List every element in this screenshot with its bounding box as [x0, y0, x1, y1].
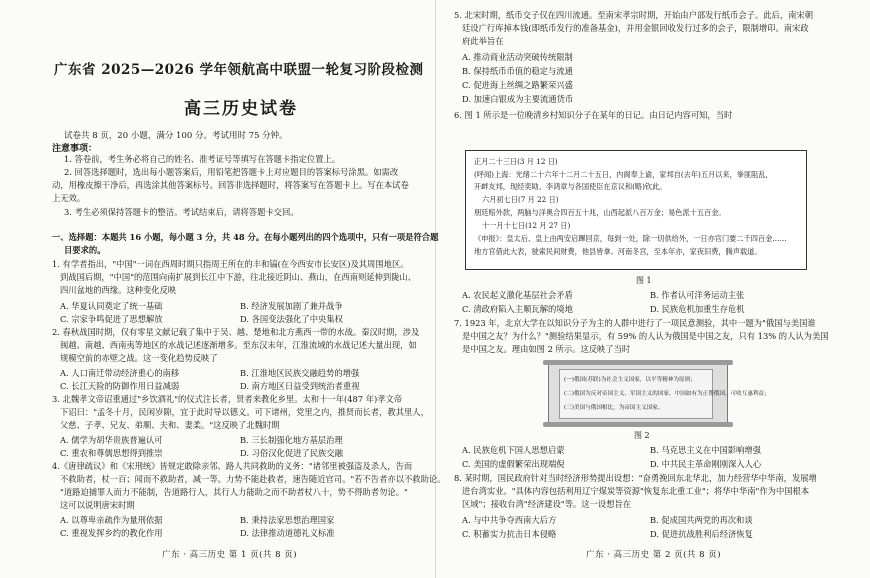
page-1-footer: 广东 · 高三历史 第 1 页(共 8 页) — [162, 550, 298, 560]
figure-2-scroll — [548, 362, 770, 426]
q6-option-d[interactable]: D. 民族危机加重生存危机 — [650, 304, 745, 314]
question-2-stem: 2. 春秋战国时期，仅有零星文献记载了集中于吴、越、楚地和北方燕西一带的水战。秦汉时期，涉及 — [52, 327, 420, 337]
q3-option-a[interactable]: A. 儒学为胡华贵族普遍认可 — [60, 435, 163, 445]
question-2-stem: 规模空前的赤壁之战。这一变化趋势反映了 — [60, 353, 218, 363]
question-7-stem: 是中国之友？为什么？"测验结果显示，有 59% 的人认为俄国是中国之友，只有 13% 的人认为美国 — [462, 331, 829, 341]
q1-option-d[interactable]: D. 各国变法强化了中央集权 — [240, 314, 343, 324]
q5-option-d[interactable]: D. 加速白银成为主要流通货币 — [462, 94, 574, 104]
scroll-rod-bottom — [543, 422, 733, 427]
question-8-stem: 区域"；接收台湾"经济建设"等。这一设想旨在 — [462, 499, 632, 509]
notes-heading: 注意事项： — [52, 144, 98, 154]
figure-1-caption: 图 1 — [636, 276, 652, 285]
q1-option-c[interactable]: C. 宗家争鸣促进了思想解放 — [60, 314, 163, 324]
scroll-rod-top — [543, 360, 733, 365]
question-2-stem: 闽越、南越、西南夷等地区的水战记述逐渐增多。至东汉末年，江淮流域的水战记述大量出现，如 — [60, 340, 417, 350]
diary-line: 十一月十七日(12 月 27 日) — [482, 221, 571, 230]
page-2-footer: 广东 · 高三历史 第 2 页(共 8 页) — [586, 550, 722, 560]
question-4-stem: 不救助者，杖一百；闻而不救助者，减一等。力势不能赴救者，速告随近官司。"若不告者亦以不救助论。 — [60, 474, 446, 484]
q3-option-b[interactable]: B. 三长制强化地方基层治理 — [240, 435, 343, 445]
q3-option-d[interactable]: D. 习俗汉化促进了民族交融 — [240, 448, 343, 458]
figure-2-caption: 图 2 — [634, 431, 650, 440]
question-5-stem: 5. 北宋时期，纸币交子仅在四川流通。至南宋孝宗时期，开始由户部发行纸币会子。此后，南宋朝 — [454, 10, 814, 20]
note-line: 上无效。 — [52, 193, 86, 203]
q7-option-a[interactable]: A. 民族危机下国人思想启蒙 — [462, 445, 565, 455]
q3-option-c[interactable]: C. 重农和尊儒思想得到推崇 — [60, 448, 163, 458]
q2-option-a[interactable]: A. 人口南迁带动经济重心的南移 — [60, 368, 180, 378]
q7-option-b[interactable]: B. 马克思主义在中国影响增强 — [650, 445, 761, 455]
q6-option-a[interactable]: A. 农民起义激化基层社会矛盾 — [462, 290, 573, 300]
q2-option-d[interactable]: D. 南方地区日益受到统治者重视 — [240, 381, 360, 391]
question-7-stem: 是中国之友。理由如图 2 所示。这反映了当时 — [462, 344, 631, 354]
note-line: 1. 答卷前，考生务必将自己的姓名、准考证号等填写在答题卡指定位置上。 — [64, 154, 341, 164]
reason-line: (三)美国与俄国相比，为帝国主义国家。 — [564, 405, 664, 411]
q8-option-c[interactable]: C. 积蓄实力抗击日本侵略 — [462, 529, 557, 539]
question-3-stem: 下诏曰："孟冬十月，民闲岁隙，宜于此时导以德义。可下诸州，党里之内，推贤而长者，教其里人， — [60, 407, 429, 417]
scroll-paper — [559, 369, 770, 419]
note-line: 3. 考生必须保持答题卡的整洁。考试结束后，请将答题卡交回。 — [64, 207, 299, 217]
q1-option-b[interactable]: B. 经济发展加剧了兼并战争 — [240, 301, 343, 311]
q8-option-d[interactable]: D. 促进抗战胜利后经济恢复 — [650, 529, 753, 539]
diary-line: 朋廷赔外款，两脑与洋奥合四百五十兆，山西起派八百万金；易色派十五百金。 — [474, 208, 726, 217]
q7-option-d[interactable]: D. 中共民主革命刚刚深入人心 — [650, 459, 762, 469]
q2-option-b[interactable]: B. 江淮地区民族交融趋势的增强 — [240, 368, 360, 378]
q4-option-c[interactable]: C. 重视发挥乡约的教化作用 — [60, 528, 163, 538]
figure-1-diary — [465, 150, 807, 270]
q8-option-b[interactable]: B. 促成国共两党的再次和谈 — [650, 515, 753, 525]
q5-option-a[interactable]: A. 推动商业活动突破传统限制 — [462, 52, 573, 62]
q2-option-c[interactable]: C. 长江天险的防御作用日益减弱 — [60, 381, 180, 391]
q5-option-c[interactable]: C. 促进海上丝绸之路繁荣兴盛 — [462, 80, 573, 90]
q8-option-a[interactable]: A. 与中共争夺西南大后方 — [462, 515, 557, 525]
q6-option-b[interactable]: B. 作者认可洋务运动主张 — [650, 290, 745, 300]
question-4-stem: 4.《唐律疏议》和《宋刑统》皆规定敢除亲邻、路人共同救助的义务："诸邻里被强盗及杀人，告而 — [52, 461, 413, 471]
question-4-stem: "道路迫捕罪人而力不能制，告道路行人，其行人力能助之而不助者杖八十，势不得助者勿论。" — [60, 487, 408, 497]
q5-option-b[interactable]: B. 保持纸币币值的稳定与流通 — [462, 66, 573, 76]
question-8-stem: 8. 某时期，国民政府针对当时经济形势提出设想："奋勇挽回东北华北，加力经营华中华南，发展增 — [454, 473, 817, 483]
reason-line: (二)俄国为反对帝国主义、军国主义的国家，中国如有为正帮俄国，可收互惠利益； — [564, 391, 770, 397]
exam-info: 试卷共 8 页，20 小题，满分 100 分。考试用时 75 分钟。 — [64, 131, 288, 141]
q1-option-a[interactable]: A. 华夏认同奠定了统一基础 — [60, 301, 163, 311]
question-3-stem: 3. 北魏孝文帝诏重通过"乡饮酒礼"的仪式注长者，贤者来教化乡里。太和十一年(487 年)孝文帝 — [52, 394, 403, 404]
exam-subtitle: 高三历史试卷 — [184, 99, 298, 119]
q4-option-b[interactable]: B. 秉持法家思想治理国家 — [240, 515, 335, 525]
question-6-stem: 6. 图 1 所示是一位晚清乡村知识分子在某年的日记。由日记内容可知，当时 — [454, 110, 733, 120]
question-8-stem: 进台湾实业。"具体内容包括利用辽宁煤炭等资源"恢复东北重工业"；将华中华南"作为中国根本 — [462, 486, 810, 496]
exam-title: 广东省 2025—2026 学年领航高中联盟一轮复习阶段检测 — [54, 62, 424, 78]
q7-option-c[interactable]: C. 美国的虚假繁荣出现端倪 — [462, 459, 565, 469]
section-instructions-cont: 目要求的。 — [64, 245, 106, 255]
diary-line: 正月二十三日(3 月 12 日) — [474, 157, 558, 166]
question-1-stem: 到战国后期，"中国"的范围向南扩展到长江中下游，往北接近阴山、燕山，在西南则延伸到陇山、 — [60, 272, 417, 282]
diary-line: 六月初七日(7 月 22 日) — [482, 195, 559, 204]
q4-option-d[interactable]: D. 法律推动道德礼义标准 — [240, 528, 335, 538]
reason-line: (一)俄国(苏联)为社会主义国家，以平等精神为原则； — [564, 377, 696, 383]
question-1-stem: 1. 有学者指出，"中国"一词在西周时期只指周王所在的丰和镐(在今西安市长安区)及其周围地区。 — [52, 259, 409, 269]
question-4-stem: 这可以说明唐宋时期 — [60, 500, 135, 510]
question-1-stem: 四川盆地的西缘。这种变化反映 — [60, 285, 177, 295]
diary-line: 《申报》：皇太后、皇上由两安启蹕回京，每到一处，除一切供给外，一日亦官门要二千四百金…… — [474, 234, 787, 243]
question-5-stem: 廷设广行库掉本钱(即纸币发行的准备基金)，并用金银回收发行过多的会子，限制增印。南宋政 — [462, 23, 809, 33]
diary-line: 地方官借此大表，驶索民间财费，他县皆拿。河南冬宫，至本年亦，家夜旧费，腾声载道。 — [474, 247, 762, 256]
question-5-stem: 府此举旨在 — [462, 36, 504, 46]
question-3-stem: 父慈、子孝、兄友、弟顺、夫和、妻柔。"这反映了北魏时期 — [60, 420, 280, 430]
q6-option-c[interactable]: C. 清政府陷入主顺瓦解的境地 — [462, 304, 573, 314]
note-line: 2. 回答选择题时，选出每小题答案后，用铅笔把答题卡上对应题目的答案标号涂黑。如需改 — [64, 167, 399, 177]
section-instructions: 一、选择题：本题共 16 小题，每小题 3 分，共 48 分。在每小题列出的四个选项中，只有一项是符合题 — [52, 232, 439, 242]
diary-line: 开衅友邦，现经奕劻、李鸿章与各国使臣在京议和(略)钦此。 — [474, 182, 667, 191]
diary-line: (呼闻)上海：光绪二十六年十二月二十五日，内阁奉上谕，家邦自(去年)五月以来，拳匪阻乱， — [474, 170, 773, 179]
q4-option-a[interactable]: A. 以尊卑亲疏作为量刑依据 — [60, 515, 163, 525]
note-line: 动，用橡皮擦干净后，再选涂其他答案标号。回答非选择题时，将答案写在答题卡上。写在本试卷 — [52, 180, 409, 190]
question-7-stem: 7. 1923 年，北京大学在以知识分子为主的人群中进行了一项民意测验，其中一题为"俄国与美国谁 — [454, 318, 816, 328]
